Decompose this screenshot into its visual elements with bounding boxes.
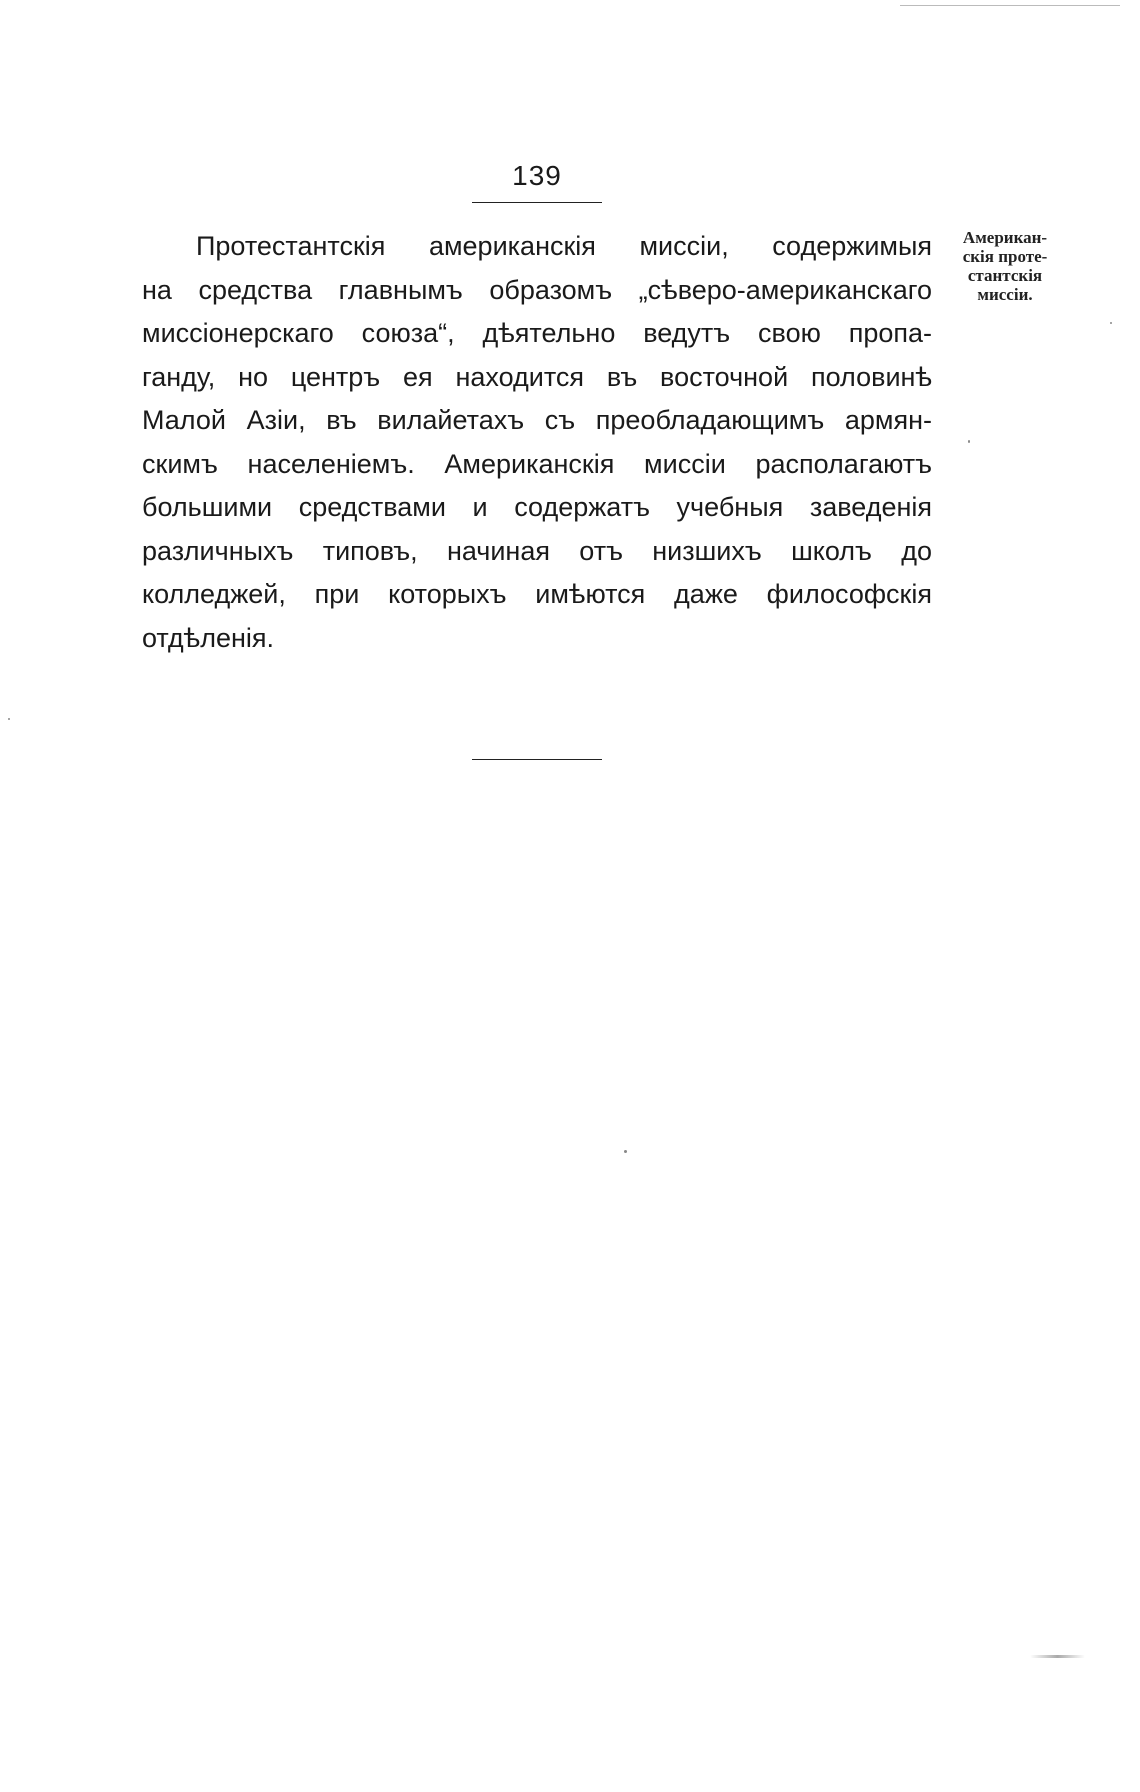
scan-speck [1110,322,1112,324]
paragraph-line: Протестантскія американскія миссіи, содержимыя [196,231,932,261]
scan-speck [624,1150,627,1153]
paragraph-line: различныхъ типовъ, начиная отъ низшихъ школъ до [142,535,932,566]
paragraph-line: колледжей, при которыхъ имѣются даже философскія [142,579,932,609]
margin-note-line: стантскія [967,266,1043,285]
paragraph-line: скимъ населеніемъ. Американскія миссіи располагаютъ [142,448,932,479]
page-edge-line [900,5,1120,6]
scan-speck [8,718,10,720]
paragraph-line: ганду, но центръ ея находится въ восточной половинѣ [142,361,932,392]
margin-note-line: скія проте- [962,247,1048,266]
bottom-rule [472,759,602,760]
paragraph-line: на средства главнымъ образомъ „сѣверо-американскаго [142,274,932,305]
margin-note-line: миссіи. [977,285,1033,304]
paragraph-line: отдѣленія. [142,622,274,653]
top-rule [472,202,602,203]
paragraph-line: миссіонерскаго союза“, дѣятельно ведутъ свою пропа- [142,318,932,348]
scan-speck [968,440,970,443]
paragraph-line: большими средствами и содержатъ учебныя заведенія [142,492,932,522]
paragraph-line: Малой Азіи, въ вилайетахъ съ преобладающимъ армян- [142,405,932,435]
margin-note [940,228,1070,304]
main-paragraph [142,225,932,660]
scan-smudge [1030,1655,1085,1658]
page-number: 139 [512,160,562,191]
margin-note-line: Американ- [962,228,1048,247]
